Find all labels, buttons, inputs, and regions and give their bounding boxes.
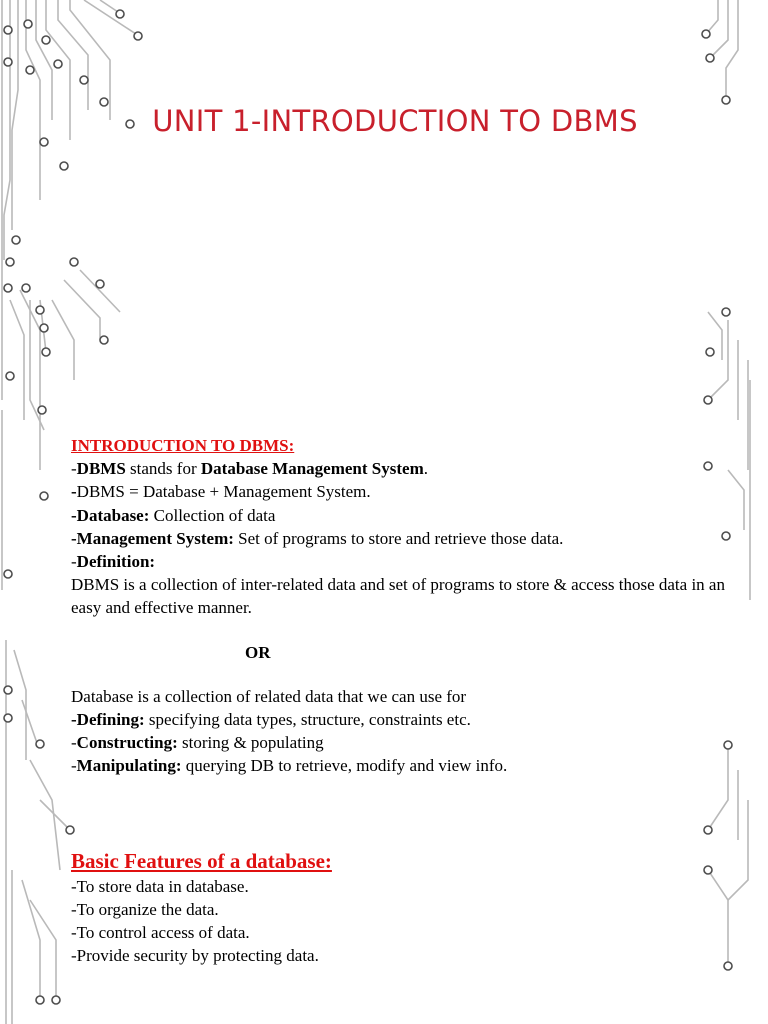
feature-item: -To control access of data. — [71, 923, 250, 943]
intro-line: -Management System: Set of programs to store and retrieve those data. — [71, 528, 564, 548]
intro-line: -DBMS = Database + Management System. — [71, 482, 371, 502]
feature-item: -Provide security by protecting data. — [71, 946, 319, 966]
intro-heading: INTRODUCTION TO DBMS: — [71, 436, 295, 455]
use-line: -Manipulating: querying DB to retrieve, modify and view info. — [71, 756, 508, 776]
alt-definition-text: Database is a collection of related data that we can use for — [71, 686, 467, 706]
definition-text: DBMS is a collection of inter-related data and set of programs to store & access those data in an easy and effective manner. — [71, 575, 725, 618]
intro-line: -Definition: — [71, 552, 156, 572]
slide-title: UNIT 1-INTRODUCTION TO DBMS — [152, 104, 638, 138]
or-separator: OR — [245, 642, 271, 662]
features-heading: Basic Features of a database: — [71, 848, 332, 873]
intro-line: -Database: Collection of data — [71, 505, 276, 525]
intro-line: -DBMS stands for Database Management System. — [71, 459, 428, 479]
use-line: -Constructing: storing & populating — [71, 733, 324, 753]
use-line: -Defining: specifying data types, structure, constraints etc. — [71, 710, 471, 730]
slide-content — [71, 434, 731, 967]
feature-item: -To organize the data. — [71, 899, 219, 919]
feature-item: -To store data in database. — [71, 876, 249, 896]
